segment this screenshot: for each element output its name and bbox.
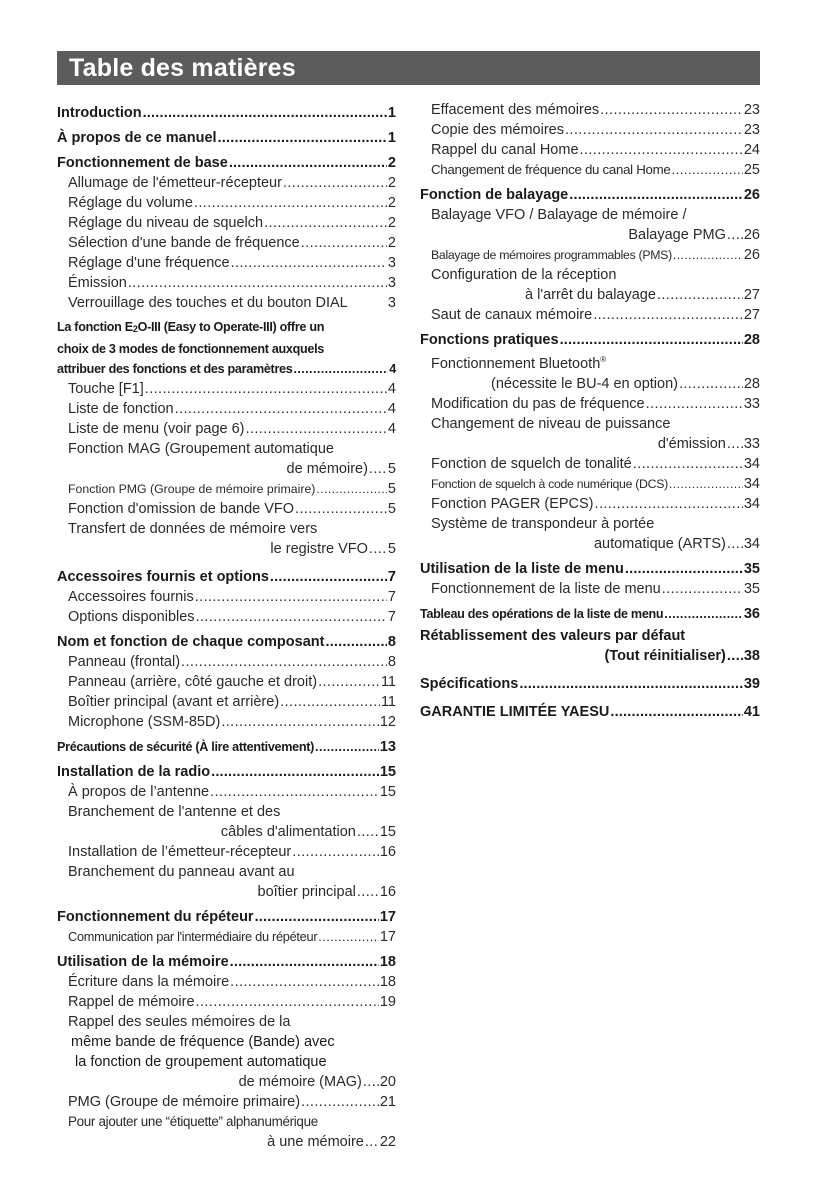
- toc-subentry[interactable]: À propos de l’antenne ..... 15: [57, 782, 396, 802]
- toc-subentry[interactable]: Réglage du volume ..... 2: [57, 193, 396, 213]
- toc-subentry-branchement-antenne[interactable]: Branchement de l'antenne et des câbles d'alimentation ..... 15: [57, 802, 396, 842]
- toc-subentry-arts[interactable]: Système de transpondeur à portée automatique (ARTS) ..... 34: [420, 514, 760, 554]
- toc-subentry-puissance[interactable]: Changement de niveau de puissance d'émission ..... 33: [420, 414, 760, 454]
- toc-subentry[interactable]: Allumage de l'émetteur-récepteur ..... 2: [57, 173, 396, 193]
- toc-subentry-balayage-vfo[interactable]: Balayage VFO / Balayage de mémoire / Balayage PMG ..... 26: [420, 205, 760, 245]
- page-title: Table des matières: [69, 54, 296, 82]
- toc-subentry[interactable]: Verrouillage des touches et du bouton DIAL 3: [68, 295, 396, 311]
- toc-entry-fonctionnement-base[interactable]: Fonctionnement de base ..... 2: [57, 153, 396, 173]
- toc-subentry[interactable]: Panneau (frontal) ..... 8: [57, 652, 396, 672]
- toc-left-column: [57, 98, 396, 1152]
- toc-subentry[interactable]: Boîtier principal (avant et arrière) ..... 11: [57, 692, 396, 712]
- toc-subentry[interactable]: Balayage de mémoires programmables (PMS) ..... 26: [420, 245, 760, 265]
- toc-subentry[interactable]: Fonction PAGER (EPCS) ..... 34: [420, 494, 760, 514]
- toc-entry-tableau[interactable]: Tableau des opérations de la liste de menu ..... 36: [420, 604, 760, 624]
- toc-entry-repeteur[interactable]: Fonctionnement du répéteur ..... 17: [57, 907, 396, 927]
- toc-entry-precautions[interactable]: Précautions de sécurité (À lire attentivement) ..... 13: [57, 737, 396, 757]
- toc-entry-menu[interactable]: Utilisation de la liste de menu ..... 35: [420, 559, 760, 579]
- toc-subentry[interactable]: Microphone (SSM-85D) ..... 12: [57, 712, 396, 732]
- toc-entry-introduction[interactable]: Introduction ..... 1: [57, 103, 396, 123]
- toc-subentry[interactable]: Panneau (arrière, côté gauche et droit) ..... 11: [57, 672, 396, 692]
- toc-entry-a-propos[interactable]: À propos de ce manuel ..... 1: [57, 128, 396, 148]
- toc-subentry[interactable]: Réglage d'une fréquence ..... 3: [57, 253, 396, 273]
- toc-entry-installation[interactable]: Installation de la radio ..... 15: [57, 762, 396, 782]
- toc-entry-pratiques[interactable]: Fonctions pratiques ..... 28: [420, 330, 760, 350]
- toc-entry-balayage[interactable]: Fonction de balayage ..... 26: [420, 185, 760, 205]
- toc-subentry[interactable]: Émission ..... 3: [57, 273, 396, 293]
- toc-entry-nom[interactable]: Nom et fonction de chaque composant ..... 8: [57, 632, 396, 652]
- toc-subentry[interactable]: Fonction d'omission de bande VFO ..... 5: [57, 499, 396, 519]
- toc-subentry[interactable]: Effacement des mémoires ..... 23: [420, 100, 760, 120]
- toc-subentry[interactable]: Fonctionnement de la liste de menu ..... 35: [420, 579, 760, 599]
- toc-subentry[interactable]: Fonction de squelch à code numérique (DCS) ..... 34: [420, 474, 760, 494]
- toc-subentry-bluetooth[interactable]: Fonctionnement Bluetooth® (nécessite le BU-4 en option) ..... 28: [420, 350, 760, 394]
- toc-right-column: [420, 98, 760, 722]
- toc-subentry[interactable]: Options disponibles ..... 7: [57, 607, 396, 627]
- toc-subentry[interactable]: Fonction de squelch de tonalité ..... 34: [420, 454, 760, 474]
- toc-subentry[interactable]: Touche [F1] ..... 4: [57, 379, 396, 399]
- toc-entry-e2o[interactable]: La fonction $E_2O$-III (Easy to Operate-III) offre un choix de 3 modes de fonctionnement auxquels attribuer des fonctions et des paramètres ..... 4: [57, 317, 396, 379]
- toc-subentry[interactable]: Réglage du niveau de squelch ..... 2: [57, 213, 396, 233]
- toc-subentry[interactable]: Écriture dans la mémoire ..... 18: [57, 972, 396, 992]
- toc-subentry[interactable]: Communication par l'intermédiaire du répéteur ..... 17: [57, 927, 396, 947]
- toc-subentry-mag[interactable]: Fonction MAG (Groupement automatique de mémoire) ..... 5: [57, 439, 396, 479]
- toc-subentry[interactable]: Rappel de mémoire ..... 19: [57, 992, 396, 1012]
- toc-subentry[interactable]: Installation de l’émetteur-récepteur ..... 16: [57, 842, 396, 862]
- toc-subentry[interactable]: Liste de menu (voir page 6) ..... 4: [57, 419, 396, 439]
- title-bar: [57, 51, 760, 85]
- toc-subentry-rappel-mag[interactable]: Rappel des seules mémoires de la même bande de fréquence (Bande) avec la fonction de groupement automatique de mémoire (MAG) ..... 20: [57, 1012, 396, 1092]
- toc-entry-reset[interactable]: Rétablissement des valeurs par défaut (Tout réinitialiser) ..... 38: [420, 626, 760, 666]
- toc-subentry-branchement-panneau[interactable]: Branchement du panneau avant au boîtier principal ..... 16: [57, 862, 396, 902]
- toc-subentry[interactable]: Changement de fréquence du canal Home ..... 25: [420, 160, 760, 180]
- toc-subentry[interactable]: Modification du pas de fréquence ..... 33: [420, 394, 760, 414]
- toc-subentry-config-reception[interactable]: Configuration de la réception à l'arrêt du balayage ..... 27: [420, 265, 760, 305]
- toc-subentry-etiquette[interactable]: Pour ajouter une “étiquette” alphanumérique à une mémoire ..... 22: [57, 1112, 396, 1152]
- toc-subentry[interactable]: Liste de fonction ..... 4: [57, 399, 396, 419]
- toc-subentry[interactable]: Fonction PMG (Groupe de mémoire primaire) ..... 5: [57, 479, 396, 499]
- toc-entry-accessoires[interactable]: Accessoires fournis et options ..... 7: [57, 567, 396, 587]
- toc-subentry[interactable]: Rappel du canal Home ..... 24: [420, 140, 760, 160]
- toc-subentry[interactable]: Accessoires fournis ..... 7: [57, 587, 396, 607]
- toc-subentry[interactable]: Saut de canaux mémoire ..... 27: [420, 305, 760, 325]
- toc-entry-garantie[interactable]: GARANTIE LIMITÉE YAESU ..... 41: [420, 702, 760, 722]
- toc-subentry[interactable]: Sélection d'une bande de fréquence ..... 2: [57, 233, 396, 253]
- toc-entry-specifications[interactable]: Spécifications ..... 39: [420, 674, 760, 694]
- toc-subentry-transfert[interactable]: Transfert de données de mémoire vers le registre VFO ..... 5: [57, 519, 396, 559]
- toc-entry-memoire[interactable]: Utilisation de la mémoire ..... 18: [57, 952, 396, 972]
- toc-subentry[interactable]: PMG (Groupe de mémoire primaire) ..... 21: [57, 1092, 396, 1112]
- toc-subentry[interactable]: Copie des mémoires ..... 23: [420, 120, 760, 140]
